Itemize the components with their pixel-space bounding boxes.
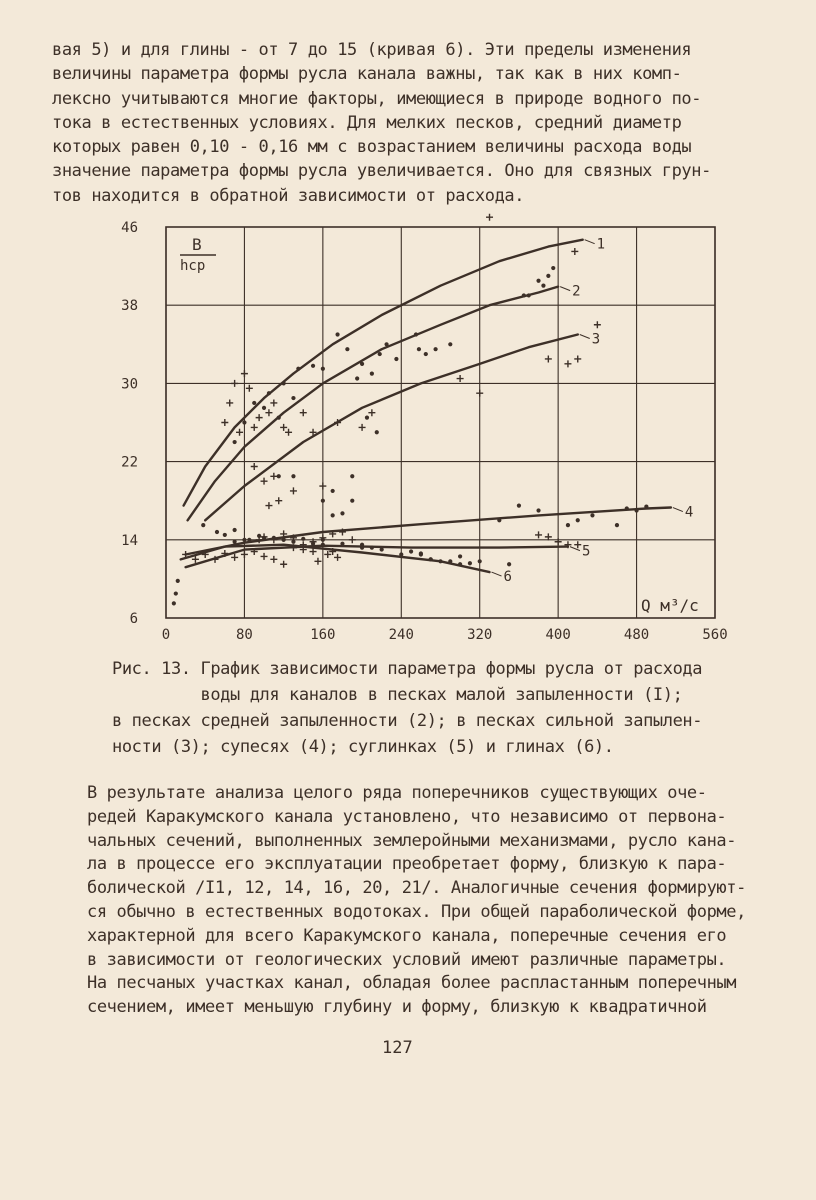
data-point-dot bbox=[384, 342, 388, 346]
text-line: чальных сечений, выполненных землеройными механизмами, русло кана- bbox=[87, 830, 737, 851]
data-point-dot bbox=[438, 559, 442, 563]
caption-line: Рис. 13. График зависимости параметра формы русла от расхода bbox=[112, 659, 703, 679]
y-axis-label bbox=[180, 235, 216, 274]
text-line: В результате анализа целого ряда поперечников существующих оче- bbox=[87, 783, 707, 803]
data-point-plus bbox=[261, 553, 268, 560]
data-point-dot bbox=[590, 513, 594, 517]
data-point-plus bbox=[574, 355, 581, 362]
data-point-dot bbox=[340, 542, 344, 546]
data-point-plus bbox=[476, 390, 483, 397]
data-point-dot bbox=[644, 504, 648, 508]
data-point-dot bbox=[625, 506, 629, 510]
data-point-plus bbox=[270, 399, 277, 406]
x-tick-label: 480 bbox=[623, 627, 650, 643]
y-label-numerator: B bbox=[192, 235, 202, 254]
page-number: 127 bbox=[382, 1038, 413, 1058]
caption-line: в песках средней запыленности (2); в песках сильной запылен- bbox=[112, 711, 703, 731]
data-point-dot bbox=[282, 538, 286, 542]
data-point-dot bbox=[252, 401, 256, 405]
data-point-plus bbox=[285, 429, 292, 436]
data-point-dot bbox=[507, 562, 511, 566]
data-point-dot bbox=[634, 508, 638, 512]
text-line: ла в процессе его эксплуатации преобретает форму, близкую к пара- bbox=[87, 854, 727, 875]
data-point-dot bbox=[448, 559, 452, 563]
text-line: редей Каракумского канала установлено, что независимо от первона- bbox=[87, 806, 727, 827]
data-point-dot bbox=[551, 266, 555, 270]
data-point-dot bbox=[215, 530, 219, 534]
data-point-dot bbox=[527, 293, 531, 297]
text-line: в зависимости от геологических условий имеют различные параметры. bbox=[87, 949, 727, 970]
data-point-plus bbox=[265, 409, 272, 416]
data-point-dot bbox=[291, 396, 295, 400]
curve-label-leader bbox=[492, 572, 502, 576]
x-tick-label: 560 bbox=[702, 627, 728, 643]
text-line: лексно учитываются многие факторы, имеющиеся в природе водного по- bbox=[52, 88, 702, 109]
data-point-dot bbox=[331, 513, 335, 517]
x-tick-label: 80 bbox=[235, 627, 253, 643]
data-point-plus bbox=[270, 473, 277, 480]
data-point-plus bbox=[359, 424, 366, 431]
data-point-plus bbox=[564, 360, 571, 367]
data-point-plus bbox=[290, 487, 297, 494]
figure-caption bbox=[112, 656, 702, 760]
curve-label-3: 3 bbox=[591, 331, 601, 348]
data-point-dot bbox=[223, 533, 227, 537]
data-point-dot bbox=[267, 391, 271, 395]
curve-label-2: 2 bbox=[572, 283, 581, 300]
curve-label-5: 5 bbox=[581, 543, 591, 560]
data-point-dot bbox=[409, 549, 413, 553]
data-point-dot bbox=[458, 562, 462, 566]
data-point-dot bbox=[233, 528, 237, 532]
data-point-dot bbox=[566, 523, 570, 527]
data-point-plus bbox=[334, 554, 341, 561]
data-point-dot bbox=[576, 518, 580, 522]
data-point-plus bbox=[241, 551, 248, 558]
data-point-dot bbox=[360, 543, 364, 547]
data-point-plus bbox=[251, 463, 258, 470]
data-point-dot bbox=[174, 591, 178, 595]
chart-curves bbox=[181, 237, 694, 585]
curve-label-leader bbox=[585, 240, 595, 244]
data-point-plus bbox=[314, 558, 321, 565]
data-point-plus bbox=[270, 556, 277, 563]
data-point-dot bbox=[345, 347, 349, 351]
data-point-plus bbox=[251, 424, 258, 431]
data-point-dot bbox=[615, 523, 619, 527]
x-tick-label: 400 bbox=[545, 627, 571, 643]
data-point-plus bbox=[310, 548, 317, 555]
text-line: болической /I1, 12, 14, 16, 20, 21/. Аналогичные сечения формируют- bbox=[87, 878, 746, 899]
data-point-plus bbox=[265, 502, 272, 509]
data-point-dot bbox=[247, 538, 251, 542]
curve-label-6: 6 bbox=[503, 569, 512, 586]
body-paragraph bbox=[87, 782, 746, 1020]
data-point-dot bbox=[370, 372, 374, 376]
y-tick-label: 30 bbox=[121, 376, 138, 393]
data-point-dot bbox=[355, 376, 359, 380]
data-point-plus bbox=[221, 419, 228, 426]
data-point-dot bbox=[262, 406, 266, 410]
data-point-dot bbox=[497, 518, 501, 522]
text-line: значение параметра формы русла увеличивается. Оно для связных грун- bbox=[52, 161, 711, 182]
data-point-dot bbox=[414, 332, 418, 336]
data-point-dot bbox=[517, 503, 521, 507]
curve-label-4: 4 bbox=[684, 504, 694, 521]
data-point-dot bbox=[478, 559, 482, 563]
text-line: величины параметра формы русла канала важны, так как в них комп- bbox=[52, 64, 682, 85]
data-point-dot bbox=[350, 499, 354, 503]
y-tick-label: 46 bbox=[121, 220, 138, 236]
data-point-plus bbox=[280, 561, 287, 568]
data-point-dot bbox=[242, 420, 246, 424]
data-point-dot bbox=[172, 601, 176, 605]
data-point-plus bbox=[368, 409, 375, 416]
data-point-dot bbox=[321, 499, 325, 503]
data-point-plus bbox=[241, 370, 248, 377]
data-point-dot bbox=[433, 347, 437, 351]
data-point-dot bbox=[468, 561, 472, 565]
data-point-dot bbox=[380, 547, 384, 551]
x-tick-label: 0 bbox=[161, 627, 171, 643]
data-point-dot bbox=[296, 367, 300, 371]
x-tick-label: 320 bbox=[467, 627, 493, 643]
data-point-dot bbox=[370, 546, 374, 550]
curve-1 bbox=[184, 240, 583, 506]
data-point-plus bbox=[349, 536, 356, 543]
text-line: тока в естественных условиях. Для мелких песков, средний диаметр bbox=[52, 112, 682, 133]
curve-label-leader bbox=[560, 287, 570, 291]
data-point-dot bbox=[546, 274, 550, 278]
data-point-plus bbox=[300, 409, 307, 416]
data-point-dot bbox=[424, 352, 428, 356]
y-tick-label: 38 bbox=[121, 298, 138, 315]
data-point-dot bbox=[282, 381, 286, 385]
data-point-dot bbox=[176, 579, 180, 583]
caption-line: воды для каналов в песках малой запыленности (I); bbox=[112, 685, 683, 705]
caption-line: ности (3); супесях (4); суглинках (5) и глинах (6). bbox=[112, 737, 614, 757]
x-tick-label: 160 bbox=[310, 627, 336, 643]
data-point-dot bbox=[536, 279, 540, 283]
data-point-plus bbox=[594, 321, 601, 328]
data-point-plus bbox=[280, 424, 287, 431]
text-line: ся обычно в естественных водотоках. При общей параболической форме, bbox=[87, 901, 746, 922]
data-point-dot bbox=[399, 552, 403, 556]
data-point-dot bbox=[242, 538, 246, 542]
y-tick-label: 6 bbox=[129, 611, 138, 627]
y-tick-label: 22 bbox=[121, 454, 138, 471]
data-point-plus bbox=[571, 248, 578, 255]
data-point-plus bbox=[574, 541, 581, 548]
data-point-plus bbox=[261, 478, 268, 485]
text-line: тов находится в обратной зависимости от расхода. bbox=[52, 185, 525, 206]
data-point-dot bbox=[360, 362, 364, 366]
data-point-dot bbox=[311, 364, 315, 368]
data-point-dot bbox=[536, 508, 540, 512]
data-point-plus bbox=[535, 531, 542, 538]
curve-label-leader bbox=[580, 335, 590, 339]
data-point-dot bbox=[291, 474, 295, 478]
data-point-dot bbox=[429, 557, 433, 561]
data-point-plus bbox=[457, 375, 464, 382]
data-point-dot bbox=[394, 357, 398, 361]
data-point-dot bbox=[321, 543, 325, 547]
data-point-plus bbox=[545, 355, 552, 362]
curve-3 bbox=[205, 335, 578, 521]
data-point-plus bbox=[236, 429, 243, 436]
y-label-denominator: hср bbox=[180, 258, 206, 274]
curve-6 bbox=[181, 545, 490, 572]
x-tick-label: 240 bbox=[388, 627, 414, 643]
data-point-dot bbox=[335, 332, 339, 336]
data-point-plus bbox=[256, 414, 263, 421]
data-point-dot bbox=[375, 430, 379, 434]
data-point-plus bbox=[231, 380, 238, 387]
text-line: сечением, имеет меньшую глубину и форму, близкую к квадратичной bbox=[87, 997, 707, 1018]
data-point-dot bbox=[365, 416, 369, 420]
curve-label-1: 1 bbox=[596, 236, 606, 253]
data-point-dot bbox=[541, 284, 545, 288]
data-point-dot bbox=[350, 474, 354, 478]
text-line: характерной для всего Каракумского канала, поперечные сечения его bbox=[87, 925, 727, 946]
data-point-dot bbox=[340, 511, 344, 515]
data-point-plus bbox=[226, 399, 233, 406]
data-point-plus bbox=[275, 497, 282, 504]
data-point-dot bbox=[417, 347, 421, 351]
text-line: вая 5) и для глины - от 7 до 15 (кривая 6). Эти пределы изменения bbox=[52, 40, 692, 60]
x-axis-label: Q м³/с bbox=[641, 596, 699, 615]
data-point-dot bbox=[522, 293, 526, 297]
data-point-plus bbox=[319, 483, 326, 490]
data-point-dot bbox=[233, 540, 237, 544]
data-point-dot bbox=[321, 367, 325, 371]
data-point-dot bbox=[458, 554, 462, 558]
data-point-dot bbox=[419, 551, 423, 555]
data-point-plus bbox=[246, 385, 253, 392]
data-point-dot bbox=[448, 342, 452, 346]
data-point-dot bbox=[201, 523, 205, 527]
y-tick-label: 14 bbox=[121, 532, 138, 549]
data-point-plus bbox=[231, 554, 238, 561]
data-point-plus bbox=[486, 214, 493, 221]
data-point-dot bbox=[301, 537, 305, 541]
text-line: которых равен 0,10 - 0,16 мм с возрастанием величины расхода воды bbox=[52, 137, 692, 158]
curve-label-leader bbox=[673, 508, 683, 512]
text-line: На песчаных участках канал, обладая более распластанным поперечным bbox=[87, 973, 737, 994]
data-point-dot bbox=[331, 489, 335, 493]
data-point-dot bbox=[378, 352, 382, 356]
data-point-dot bbox=[277, 416, 281, 420]
data-point-dot bbox=[233, 440, 237, 444]
